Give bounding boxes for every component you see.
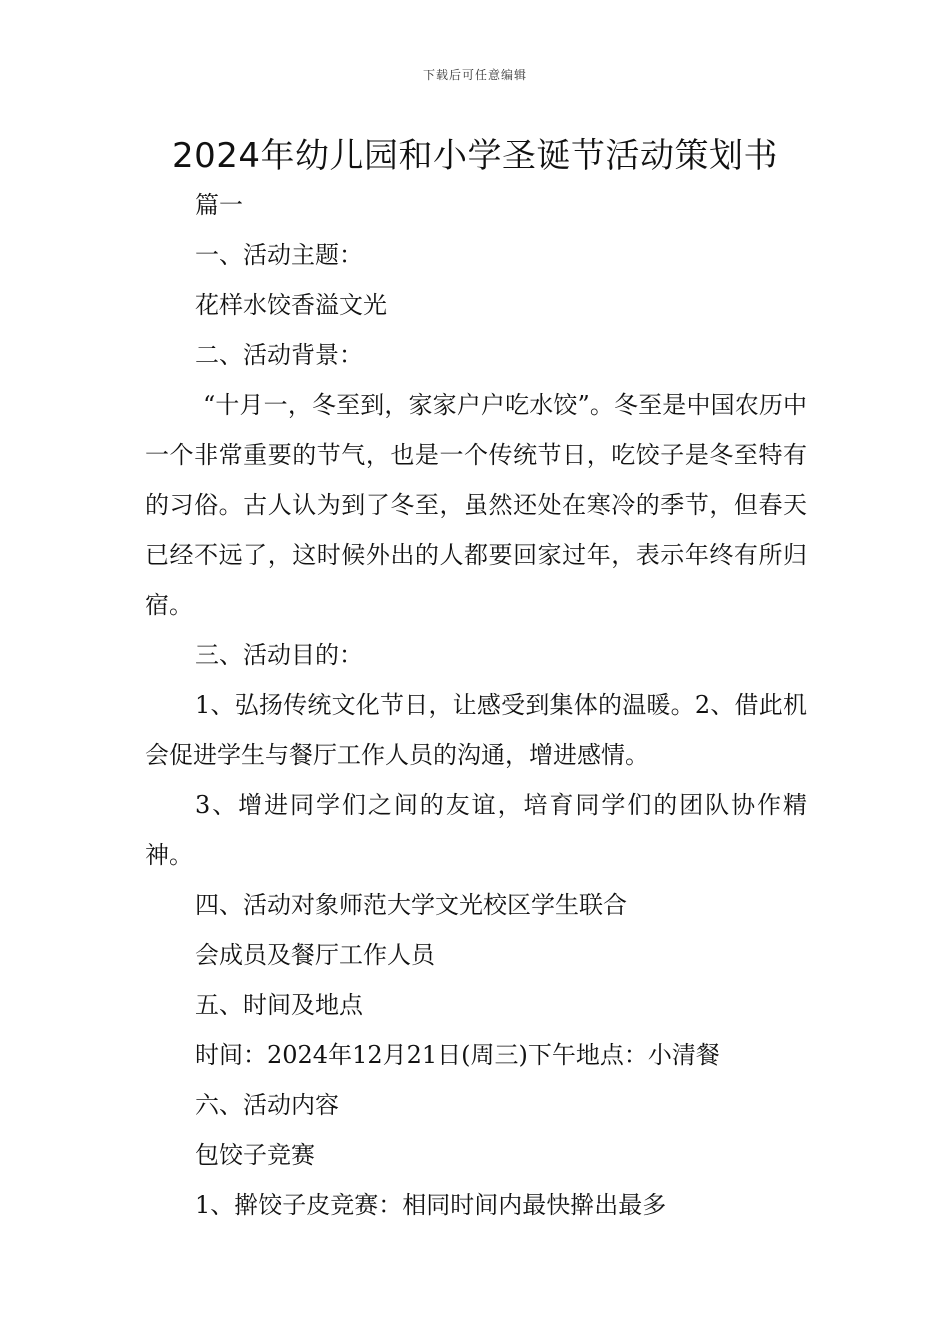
activity-target-text: 会成员及餐厅工作人员 [195,941,435,969]
purpose-item-3: 3、增进同学们之间的友谊，培育同学们的团队协作精神。 [145,791,807,869]
activity-content-subheading: 包饺子竞赛 [195,1141,315,1169]
heading-activity-background: 二、活动背景： [195,341,363,369]
section-label-part-one: 篇一 [195,191,243,219]
heading-activity-theme: 一、活动主题： [195,241,363,269]
document-body [145,180,807,1230]
activity-background-text: “十月一，冬至到，家家户户吃水饺”。冬至是中国农历中一个非常重要的节气，也是一个传统节日，吃饺子是冬至特有的习俗。古人认为到了冬至，虽然还处在寒冷的季节，但春天已经不远了，这时候外出的人都要回家过年，表示年终有所归宿。 [145,391,807,619]
activity-theme-text: 花样水饺香溢文光 [195,291,387,319]
heading-activity-content: 六、活动内容 [195,1091,339,1119]
activity-content-item-1: 1、擀饺子皮竞赛：相同时间内最快擀出最多 [195,1191,667,1219]
heading-activity-target: 四、活动对象师范大学文光校区学生联合 [195,891,627,919]
time-location-text: 时间：2024年12月21日(周三)下午地点：小清餐 [195,1041,720,1069]
heading-time-location: 五、时间及地点 [195,991,363,1019]
page-header-note: 下载后可任意编辑 [422,68,527,82]
purpose-items-1-2: 1、弘扬传统文化节日，让感受到集体的温暖。2、借此机会促进学生与餐厅工作人员的沟通，增进感情。 [145,691,807,769]
heading-activity-purpose: 三、活动目的： [195,641,363,669]
document-title: 2024年幼儿园和小学圣诞节活动策划书 [171,136,779,176]
